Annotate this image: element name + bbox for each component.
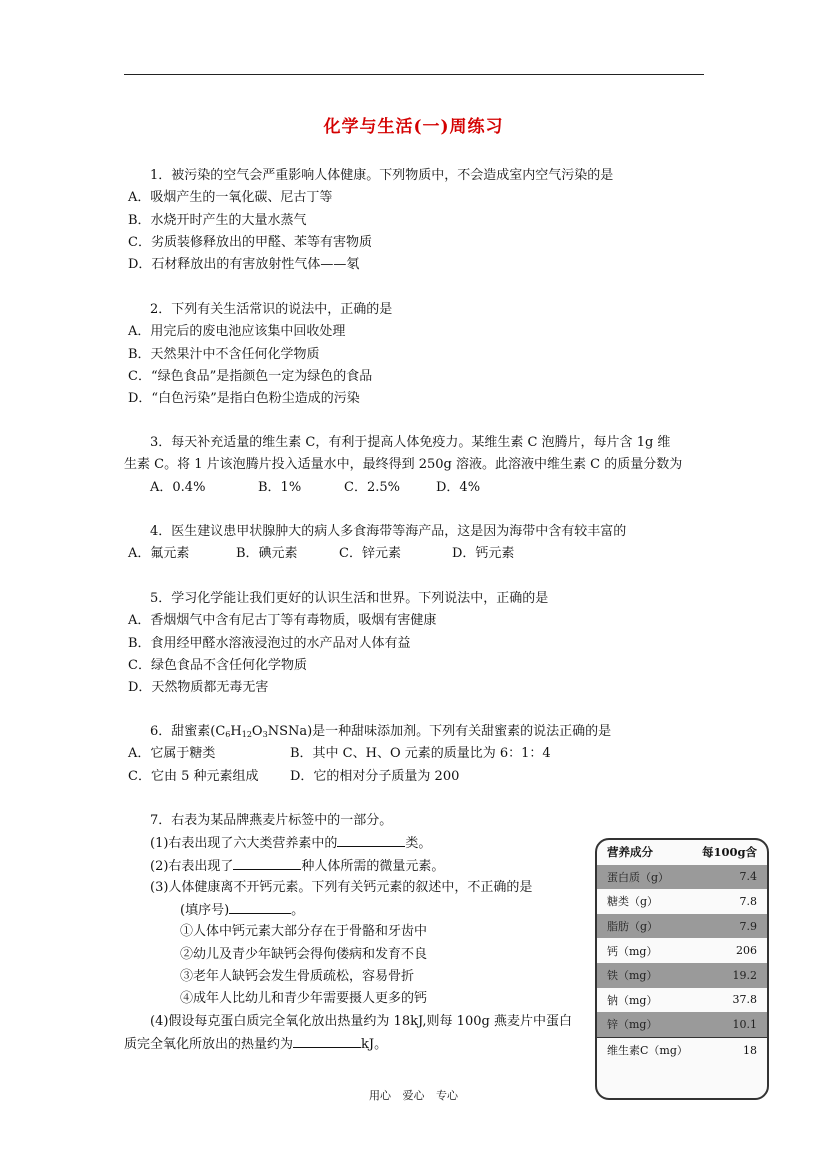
option-c: C．2.5% [344, 479, 400, 495]
answer-blank-4[interactable] [293, 1033, 361, 1048]
part-4-continued: 质完全氧化所放出的热量约为 kJ。 [124, 1033, 572, 1055]
table-header [597, 840, 767, 865]
question-stem: 6．甜蜜素$(C_6H_{12}O_3NSNa)$是一种甜味添加剂。下列有关甜蜜素的说法正确的是 [150, 724, 612, 739]
option-c: C．绿色食品不含任何化学物质 [128, 657, 307, 673]
question-stem: 1．被污染的空气会严重影响人体健康。下列物质中，不会造成室内空气污染的是 [150, 168, 614, 183]
question-5 [128, 588, 549, 699]
option-a: A．它属于糖类 [128, 746, 216, 762]
question-stem-continued: 生素 C。将 1 片该泡腾片投入适量水中，最终得到 250g 溶液。此溶液中维生素 C 的质量分数为 [124, 457, 683, 473]
table-row: 钠（mg） 37.8 [607, 993, 757, 1007]
question-7 [124, 810, 572, 1055]
part-3-fill: (填序号) 。 [180, 899, 572, 921]
choice-3: ③老年人缺钙会发生骨质疏松，容易骨折 [180, 969, 415, 985]
option-c: C．锌元素 [339, 546, 401, 562]
header-rule [124, 74, 704, 75]
option-a: A．香烟烟气中含有尼古丁等有毒物质，吸烟有害健康 [128, 613, 437, 629]
option-b: B．食用经甲醛水溶液浸泡过的水产品对人体有益 [128, 635, 411, 651]
choice-2: ②幼儿及青少年缺钙会得佝偻病和发育不良 [180, 946, 428, 962]
option-c: C．劣质装修释放出的甲醛、苯等有害物质 [128, 234, 372, 250]
header-nutrient: 营养成分 [607, 845, 653, 860]
question-stem: 2．下列有关生活常识的说法中，正确的是 [150, 302, 393, 317]
header-per-100g: 每100g含 [701, 845, 757, 860]
option-b: B．天然果汁中不含任何化学物质 [128, 346, 320, 362]
option-b: B．其中 C、H、O 元素的质量比为 6：1：4 [290, 746, 551, 762]
question-6 [128, 721, 612, 788]
option-a: A．0.4% [150, 479, 206, 495]
question-3 [124, 432, 683, 499]
option-a: A．用完后的废电池应该集中回收处理 [128, 324, 346, 340]
question-stem: 5．学习化学能让我们更好的认识生活和世界。下列说法中，正确的是 [150, 591, 549, 606]
choice-1: ①人体中钙元素大部分存在于骨骼和牙齿中 [180, 924, 428, 940]
table-row: 蛋白质（g） 7.4 [597, 865, 767, 890]
option-b: B．1% [258, 479, 302, 495]
option-c: C．“绿色食品”是指颜色一定为绿色的食品 [128, 368, 373, 384]
option-a: A．氟元素 [128, 546, 190, 562]
question-1 [128, 165, 614, 276]
table-row: 糖类（g） 7.8 [607, 894, 757, 909]
option-c: C．它由 5 种元素组成 [128, 768, 259, 784]
part-1: (1)右表出现了六大类营养素中的 类。 [150, 832, 572, 854]
option-b: B．碘元素 [236, 546, 298, 562]
table-row: 铁（mg） 19.2 [597, 963, 767, 988]
option-d: D．石材释放出的有害放射性气体——氡 [128, 257, 360, 273]
page-footer: 用心 爱心 专心 [369, 1089, 458, 1102]
option-d: D．它的相对分子质量为 200 [290, 768, 460, 784]
answer-blank-1[interactable] [337, 832, 405, 847]
question-stem: 3．每天补充适量的维生素 C，有利于提高人体免疫力。某维生素 C 泡腾片，每片含 1g 维 [150, 435, 671, 450]
nutrition-label-table [595, 838, 769, 1100]
option-d: D．4% [436, 479, 481, 495]
table-row: 维生素C（mg） 18 [597, 1037, 767, 1063]
question-stem: 7．右表为某品牌燕麦片标签中的一部分。 [150, 813, 393, 828]
option-d: D．钙元素 [452, 546, 515, 562]
question-2 [128, 299, 393, 410]
part-3: (3)人体健康离不开钙元素。下列有关钙元素的叙述中，不正确的是 [150, 879, 533, 895]
option-d: D．天然物质都无毒无害 [128, 680, 269, 696]
option-b: B．水烧开时产生的大量水蒸气 [128, 212, 307, 228]
option-d: D．“白色污染”是指白色粉尘造成的污染 [128, 391, 360, 407]
answer-blank-2[interactable] [233, 855, 301, 870]
table-row: 锌（mg） 10.1 [597, 1012, 767, 1037]
answer-blank-3[interactable] [229, 899, 291, 914]
question-stem: 4．医生建议患甲状腺肿大的病人多食海带等海产品，这是因为海带中含有较丰富的 [150, 524, 627, 539]
part-4: (4)假设每克蛋白质完全氧化放出热量约为 18kJ,则每 100g 燕麦片中蛋白 [150, 1013, 572, 1029]
option-a: A．吸烟产生的一氧化碳、尼古丁等 [128, 190, 333, 206]
part-2: (2)右表出现了 种人体所需的微量元素。 [150, 855, 572, 877]
table-row: 钙（mg） 206 [607, 944, 757, 958]
question-4 [128, 521, 627, 566]
choice-4: ④成年人比幼儿和青少年需要摄人更多的钙 [180, 991, 428, 1007]
page-title: 化学与生活(一)周练习 [323, 117, 504, 137]
table-row: 脂肪（g） 7.9 [597, 914, 767, 939]
